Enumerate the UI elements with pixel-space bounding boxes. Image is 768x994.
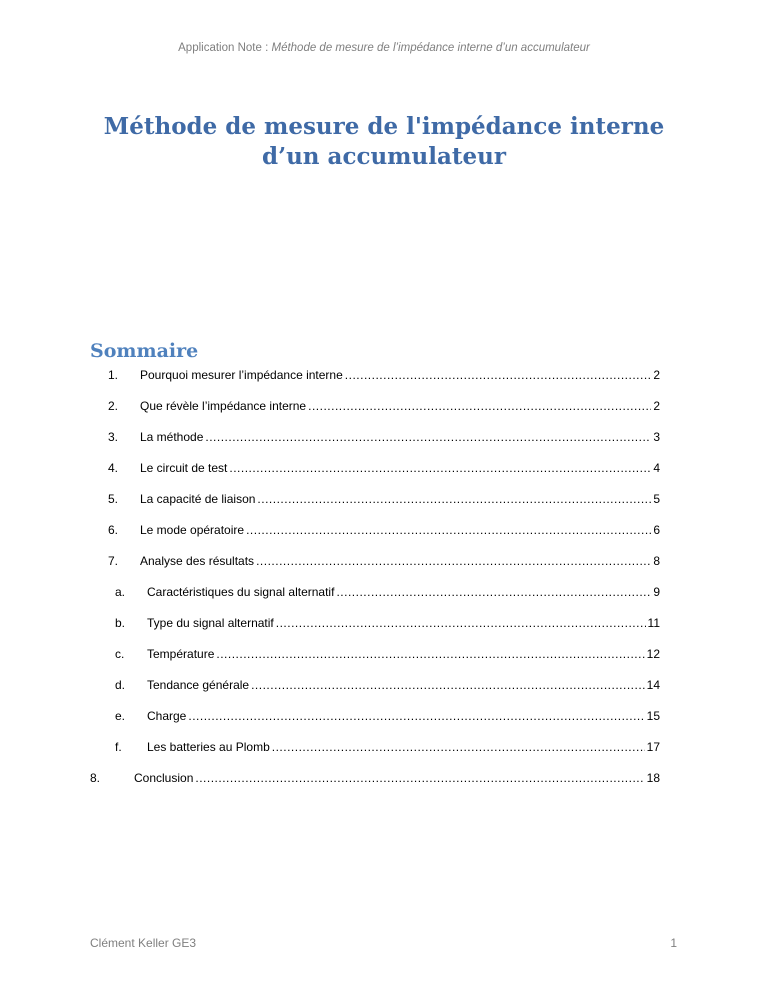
page-header <box>0 42 768 54</box>
toc-entry-title: Type du signal alternatif <box>147 616 274 630</box>
toc-entry[interactable] <box>108 367 660 383</box>
toc-entry[interactable] <box>108 460 660 476</box>
toc-entry-title: Que révèle l’impédance interne <box>140 399 307 413</box>
toc-entry-number: 4. <box>108 461 119 475</box>
toc-entry-page: 12 <box>646 647 660 661</box>
toc-leader <box>229 460 651 476</box>
toc-entry-title: Les batteries au Plomb <box>147 740 270 754</box>
footer-page-number: 1 <box>670 936 677 950</box>
toc-entry[interactable] <box>108 522 660 538</box>
toc-entry-page: 2 <box>653 368 660 382</box>
toc-entry-title: Pourquoi mesurer l’impédance interne <box>140 368 343 382</box>
toc-entry-page: 15 <box>646 709 660 723</box>
toc-entry-page: 8 <box>653 554 660 568</box>
toc-leader <box>257 491 651 507</box>
toc-entry-title: La méthode <box>140 430 204 444</box>
toc-entry-number: 6. <box>108 523 119 537</box>
toc-subentry[interactable] <box>115 708 660 724</box>
toc-heading: Sommaire <box>90 340 199 362</box>
toc-leader <box>251 677 645 693</box>
toc-leader <box>205 429 651 445</box>
toc-entry-title: Le circuit de test <box>140 461 228 475</box>
toc-entry-page: 9 <box>653 585 660 599</box>
toc-entry-number: 7. <box>108 554 119 568</box>
toc-entry[interactable] <box>108 553 660 569</box>
header-subject: Méthode de mesure de l’impédance interne d’un accumulateur <box>271 42 590 54</box>
toc-entry-title: Charge <box>147 709 187 723</box>
toc-entry-title: Conclusion <box>134 771 194 785</box>
toc-entry-page: 5 <box>653 492 660 506</box>
title-line-1: Méthode de mesure de l'impédance interne <box>103 113 665 140</box>
toc-subentry[interactable] <box>115 584 660 600</box>
toc-leader <box>246 522 651 538</box>
toc-entry-number: f. <box>115 740 122 754</box>
toc-entry-number: 8. <box>90 771 101 785</box>
toc-subentry[interactable] <box>115 646 660 662</box>
toc-leader <box>272 739 645 755</box>
toc-leader <box>308 398 651 414</box>
toc-leader <box>216 646 644 662</box>
toc-entry-number: d. <box>115 678 126 692</box>
document-title <box>0 112 768 172</box>
toc-leader <box>195 770 644 786</box>
toc-entry-title: Tendance générale <box>147 678 250 692</box>
toc-entry-page: 11 <box>647 616 660 630</box>
toc-entry-page: 18 <box>646 771 660 785</box>
toc-leader <box>188 708 644 724</box>
toc-leader <box>336 584 651 600</box>
toc-leader <box>276 615 646 631</box>
toc-entry-title: Caractéristiques du signal alternatif <box>147 585 335 599</box>
toc-entry-page: 3 <box>653 430 660 444</box>
toc-entry-number: 1. <box>108 368 119 382</box>
toc-subentry[interactable] <box>115 615 660 631</box>
toc-entry-page: 4 <box>653 461 660 475</box>
toc-entry-title: Température <box>147 647 215 661</box>
toc-entry-number: b. <box>115 616 126 630</box>
toc-leader <box>345 367 652 383</box>
toc-entry[interactable] <box>108 429 660 445</box>
toc-entry-title: Analyse des résultats <box>140 554 255 568</box>
toc-leader <box>256 553 651 569</box>
toc-entry-page: 17 <box>646 740 660 754</box>
toc-subentry[interactable] <box>115 677 660 693</box>
toc-entry-number: c. <box>115 647 125 661</box>
footer-author: Clément Keller GE3 <box>90 936 197 950</box>
header-prefix: Application Note : <box>178 42 272 54</box>
toc-entry[interactable] <box>90 770 660 786</box>
toc-entry-title: Le mode opératoire <box>140 523 245 537</box>
toc-entry-page: 2 <box>653 399 660 413</box>
toc-entry-number: 3. <box>108 430 119 444</box>
toc-entry-title: La capacité de liaison <box>140 492 256 506</box>
toc-entry-number: 2. <box>108 399 119 413</box>
title-line-2: d’un accumulateur <box>262 143 506 170</box>
toc-entry-number: 5. <box>108 492 119 506</box>
toc-entry[interactable] <box>108 398 660 414</box>
toc-subentry[interactable] <box>115 739 660 755</box>
toc-entry-number: e. <box>115 709 126 723</box>
toc-entry[interactable] <box>108 491 660 507</box>
toc-entry-page: 6 <box>653 523 660 537</box>
toc-entry-number: a. <box>115 585 126 599</box>
toc-entry-page: 14 <box>646 678 660 692</box>
